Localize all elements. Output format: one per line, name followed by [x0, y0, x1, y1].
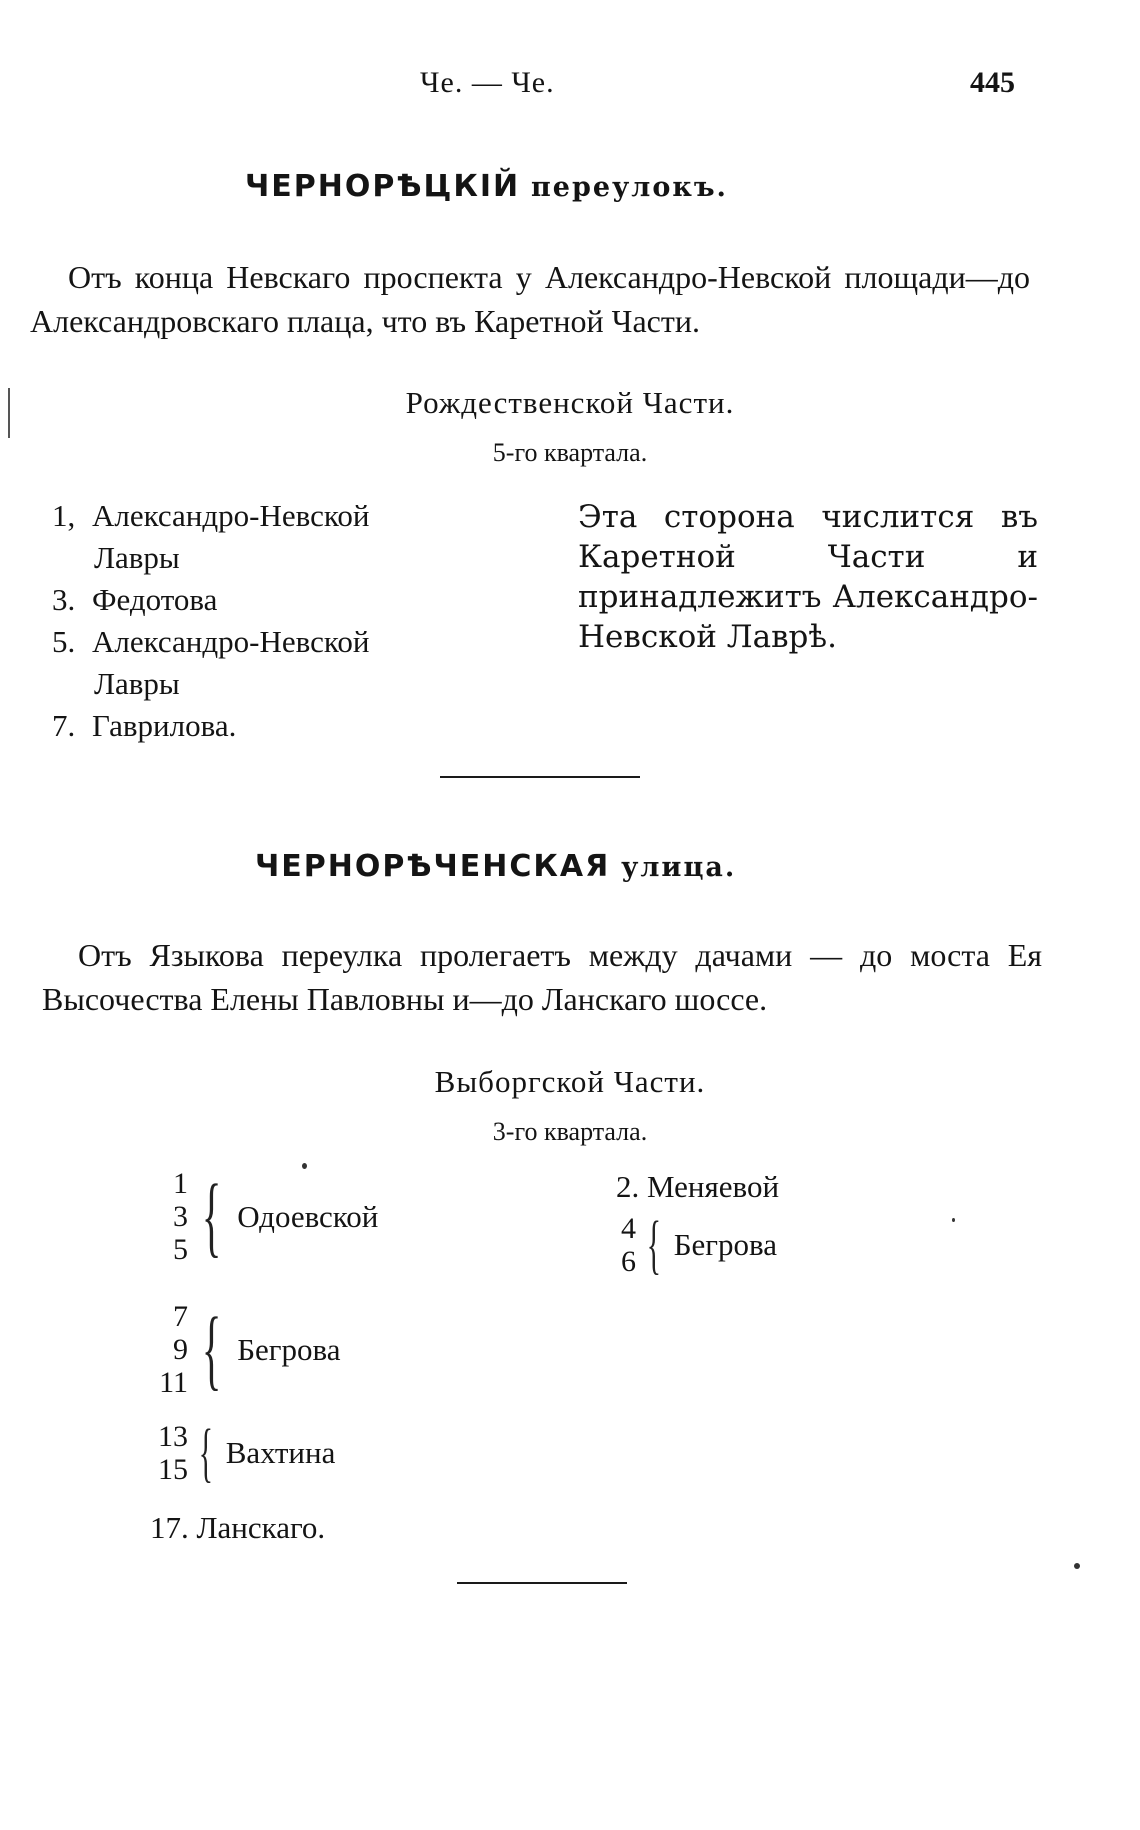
page-number: 445 [970, 66, 1015, 99]
section-divider [440, 776, 640, 778]
owner-name: Бегрова [237, 1331, 341, 1367]
brace-icon: { [198, 1416, 213, 1489]
section1-district: Рождественской Части. [405, 385, 735, 420]
ink-speck [952, 1218, 955, 1222]
ink-speck [1074, 1563, 1080, 1569]
house-group: 4 6 { Бегрова [621, 1208, 777, 1281]
section2-title-sub: улица. [621, 852, 737, 883]
section1-title-main: ЧЕРНОРѢЦКІЙ [245, 169, 521, 204]
section2-quarter: 3-го квартала. [492, 1117, 648, 1146]
section2-title-main: ЧЕРНОРѢЧЕНСКАЯ [255, 849, 611, 884]
house-group: 7 9 11 { Бегрова [159, 1299, 341, 1399]
section1-title [245, 168, 728, 204]
list-item: 3. Федотова [52, 582, 218, 617]
list-item-continuation: Лавры [94, 540, 180, 575]
margin-mark [8, 388, 10, 438]
section1-quarter: 5-го квартала. [492, 438, 648, 467]
list-item: 17. Ланскаго. [150, 1510, 326, 1545]
list-item: 7. Гаврилова. [52, 708, 237, 743]
owner-name: Одоевской [237, 1198, 379, 1234]
list-item: 5. Александро-Невской [52, 624, 370, 659]
owner-name: Вахтина [225, 1435, 336, 1470]
section-divider [457, 1582, 627, 1584]
owner-name: Бегрова [673, 1227, 777, 1262]
ink-speck [302, 1163, 307, 1169]
section1-side-note: Эта сторона числится въ Каретной Части и принадлежитъ Александро-Невской Лаврѣ. [578, 499, 1038, 655]
section1-description: Отъ конца Невскаго проспекта у Александро-Невской площади—до Александровскаго плаца, что въ Каретной Части. [30, 259, 1030, 339]
list-item: 2. Меняевой [616, 1169, 780, 1204]
section2-district: Выборгской Части. [434, 1064, 706, 1099]
running-title: Че. — Че. [420, 66, 555, 99]
section2-title [255, 848, 736, 884]
list-item-continuation: Лавры [94, 666, 180, 701]
brace-icon: { [201, 1166, 222, 1266]
section1-house-list [52, 495, 552, 747]
brace-icon: { [646, 1208, 661, 1281]
section2-description: Отъ Языкова переулка пролегаетъ между дачами — до моста Ея Высочества Елены Павловны и—до Ланскаго шоссе. [42, 937, 1042, 1017]
page-header [0, 66, 1140, 116]
house-group: 1 3 5 { Одоевской [173, 1166, 379, 1266]
section1-title-sub: переулокъ. [531, 172, 728, 203]
list-item: 1, Александро-Невской [52, 498, 370, 533]
brace-icon: { [201, 1299, 222, 1399]
house-group: 13 15 { Вахтина [158, 1416, 336, 1489]
